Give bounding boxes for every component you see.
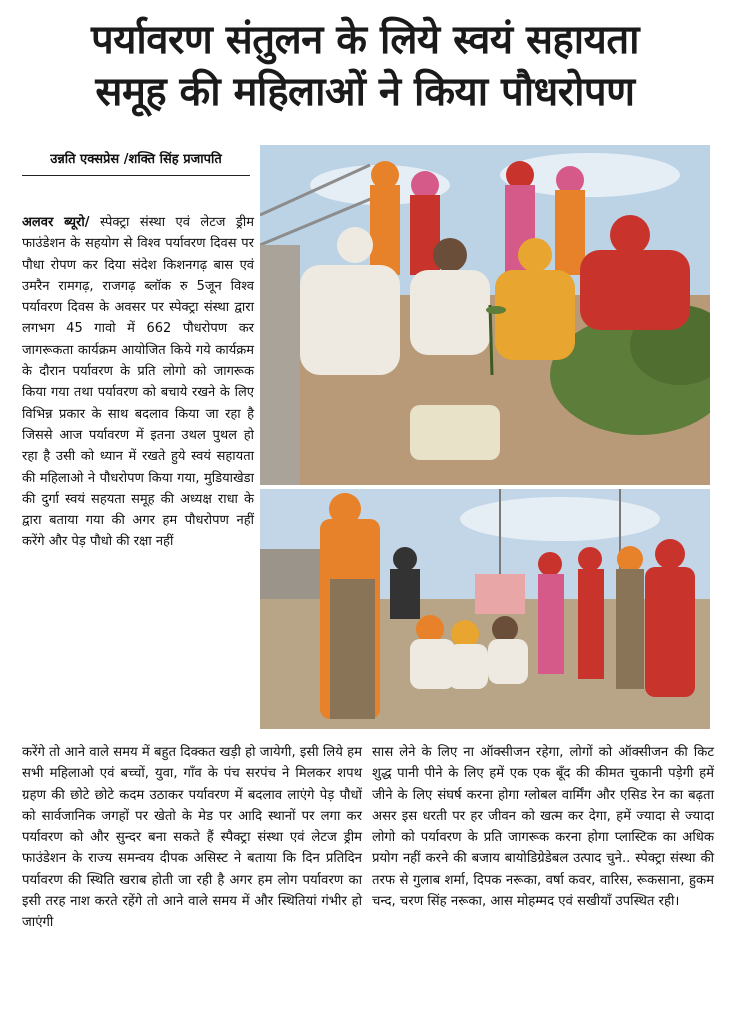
headline-line-1: पर्यावरण संतुलन के लिये स्वयं सहायता [91,17,639,63]
headline-line-2: समूह की महिलाओं ने किया पौधरोपण [95,69,635,115]
byline: उन्नति एक्सप्रेस /शक्ति सिंह प्रजापति [22,150,250,176]
article-column-right: सास लेने के लिए ना ऑक्सीजन रहेगा, लोगों को ऑक्सीजन की किट शुद्ध पानी पीने के लिए हमें एक एक बूँद की कीमत चुकानी पड़ेगी हमें जीने के लिए संघर्ष करना होगा ग्लोबल वार्मिंग और एसिड रेन का बढ़ता असर इस धरती पर हर जीवन को खत्म कर देगा, हमें ज्यादा से ज्यादा लोगो को पर्यावरण के प्रति जागरूक करना होगा प्लास्टिक का अधिक प्रयोग नहीं करने की बजाय बायोडिग्रेडेबल उत्पाद चुने.. स्पेक्ट्रा संस्था की तरफ से गुलाब शर्मा, दिपक नरूका, वर्षा कवर, वारिस, रूकसाना, हुकम चन्द, चरण सिंह नरूका, आस मोहम्मद एवं सखीयाँ उपस्थित रही। [372,745,714,910]
lede-text: स्पेक्ट्रा संस्था एवं लेटज ड्रीम फाउंडेशन के सहयोग से विश्व पर्यावरण दिवस पर पौधा रोपण कर दिया संदेश किशनगढ़ बास एवं उमरैन रामगढ़, राजगढ़ ब्लॉक रु 5जून विश्व पर्यावरण दिवस के अवसर पर स्पेक्ट्रा संस्था द्वारा लगभग 45 गावो में 662 पौधरोपण कर जागरूकता कार्यक्रम आयोजित किये गये कार्यक्रम के दौरान पर्यावरण के प्रति लोगो को जागरूक किया गया तथा पर्यावरण को बचाये रखने के लिए विभिन्न प्रकार के साथ बदलाव किया जा रहा है जिससे आज पर्यावरण में इतना उथल पुथल हो रहा है उसी को ध्यान में रखते हुये स्वयं सहायता की महिलाओ ने पौधरोपण किया गया, मुडियाखेडा की दुर्गा स्वयं सहयता समूह की अध्यक्ष राधा के द्वारा बताया गया की अगर हम पौधरोपण नहीं करेंगे और पेड़ पौधो की रक्षा नहीं [22,215,254,550]
photo-women-with-banner-image [260,489,710,729]
headline [0,14,730,118]
photo-planting-group [260,145,710,485]
article-column-left: करेंगे तो आने वाले समय में बहुत दिक्कत खड़ी हो जायेगी, इसी लिये हम सभी महिलाओ एवं बच्चों, युवा, गाँव के पंच सरपंच ने मिलकर शपथ ग्रहण की छोटे छोटे कदम उठाकर पर्यावरण में बदलाव लाएंगे पेड़ पौधों को सार्वजानिक जगहों पर खेतो के मेड पर आदि स्थानों पर लगा कर पर्यावरण को और सुन्दर बना सकते हैं स्पैक्ट्रा संस्था एवं लेटज ड्रीम फाउंडेशन के राज्य समन्वय दीपक असिस्ट ने बताया कि दिन प्रतिदिन पर्यावरण की स्थिति खराब होती जा रही है अगर हम लोग पर्यावरण का इसी तरह नाश करते रहेंगे तो आने वाले समय में और स्थितियां गंभीर हो जाएंगी [22,745,362,931]
dateline: अलवर ब्यूरो/ [22,215,90,230]
photo-women-with-banner [260,489,710,729]
photo-planting-group-image [260,145,710,485]
article-lede [22,212,254,553]
